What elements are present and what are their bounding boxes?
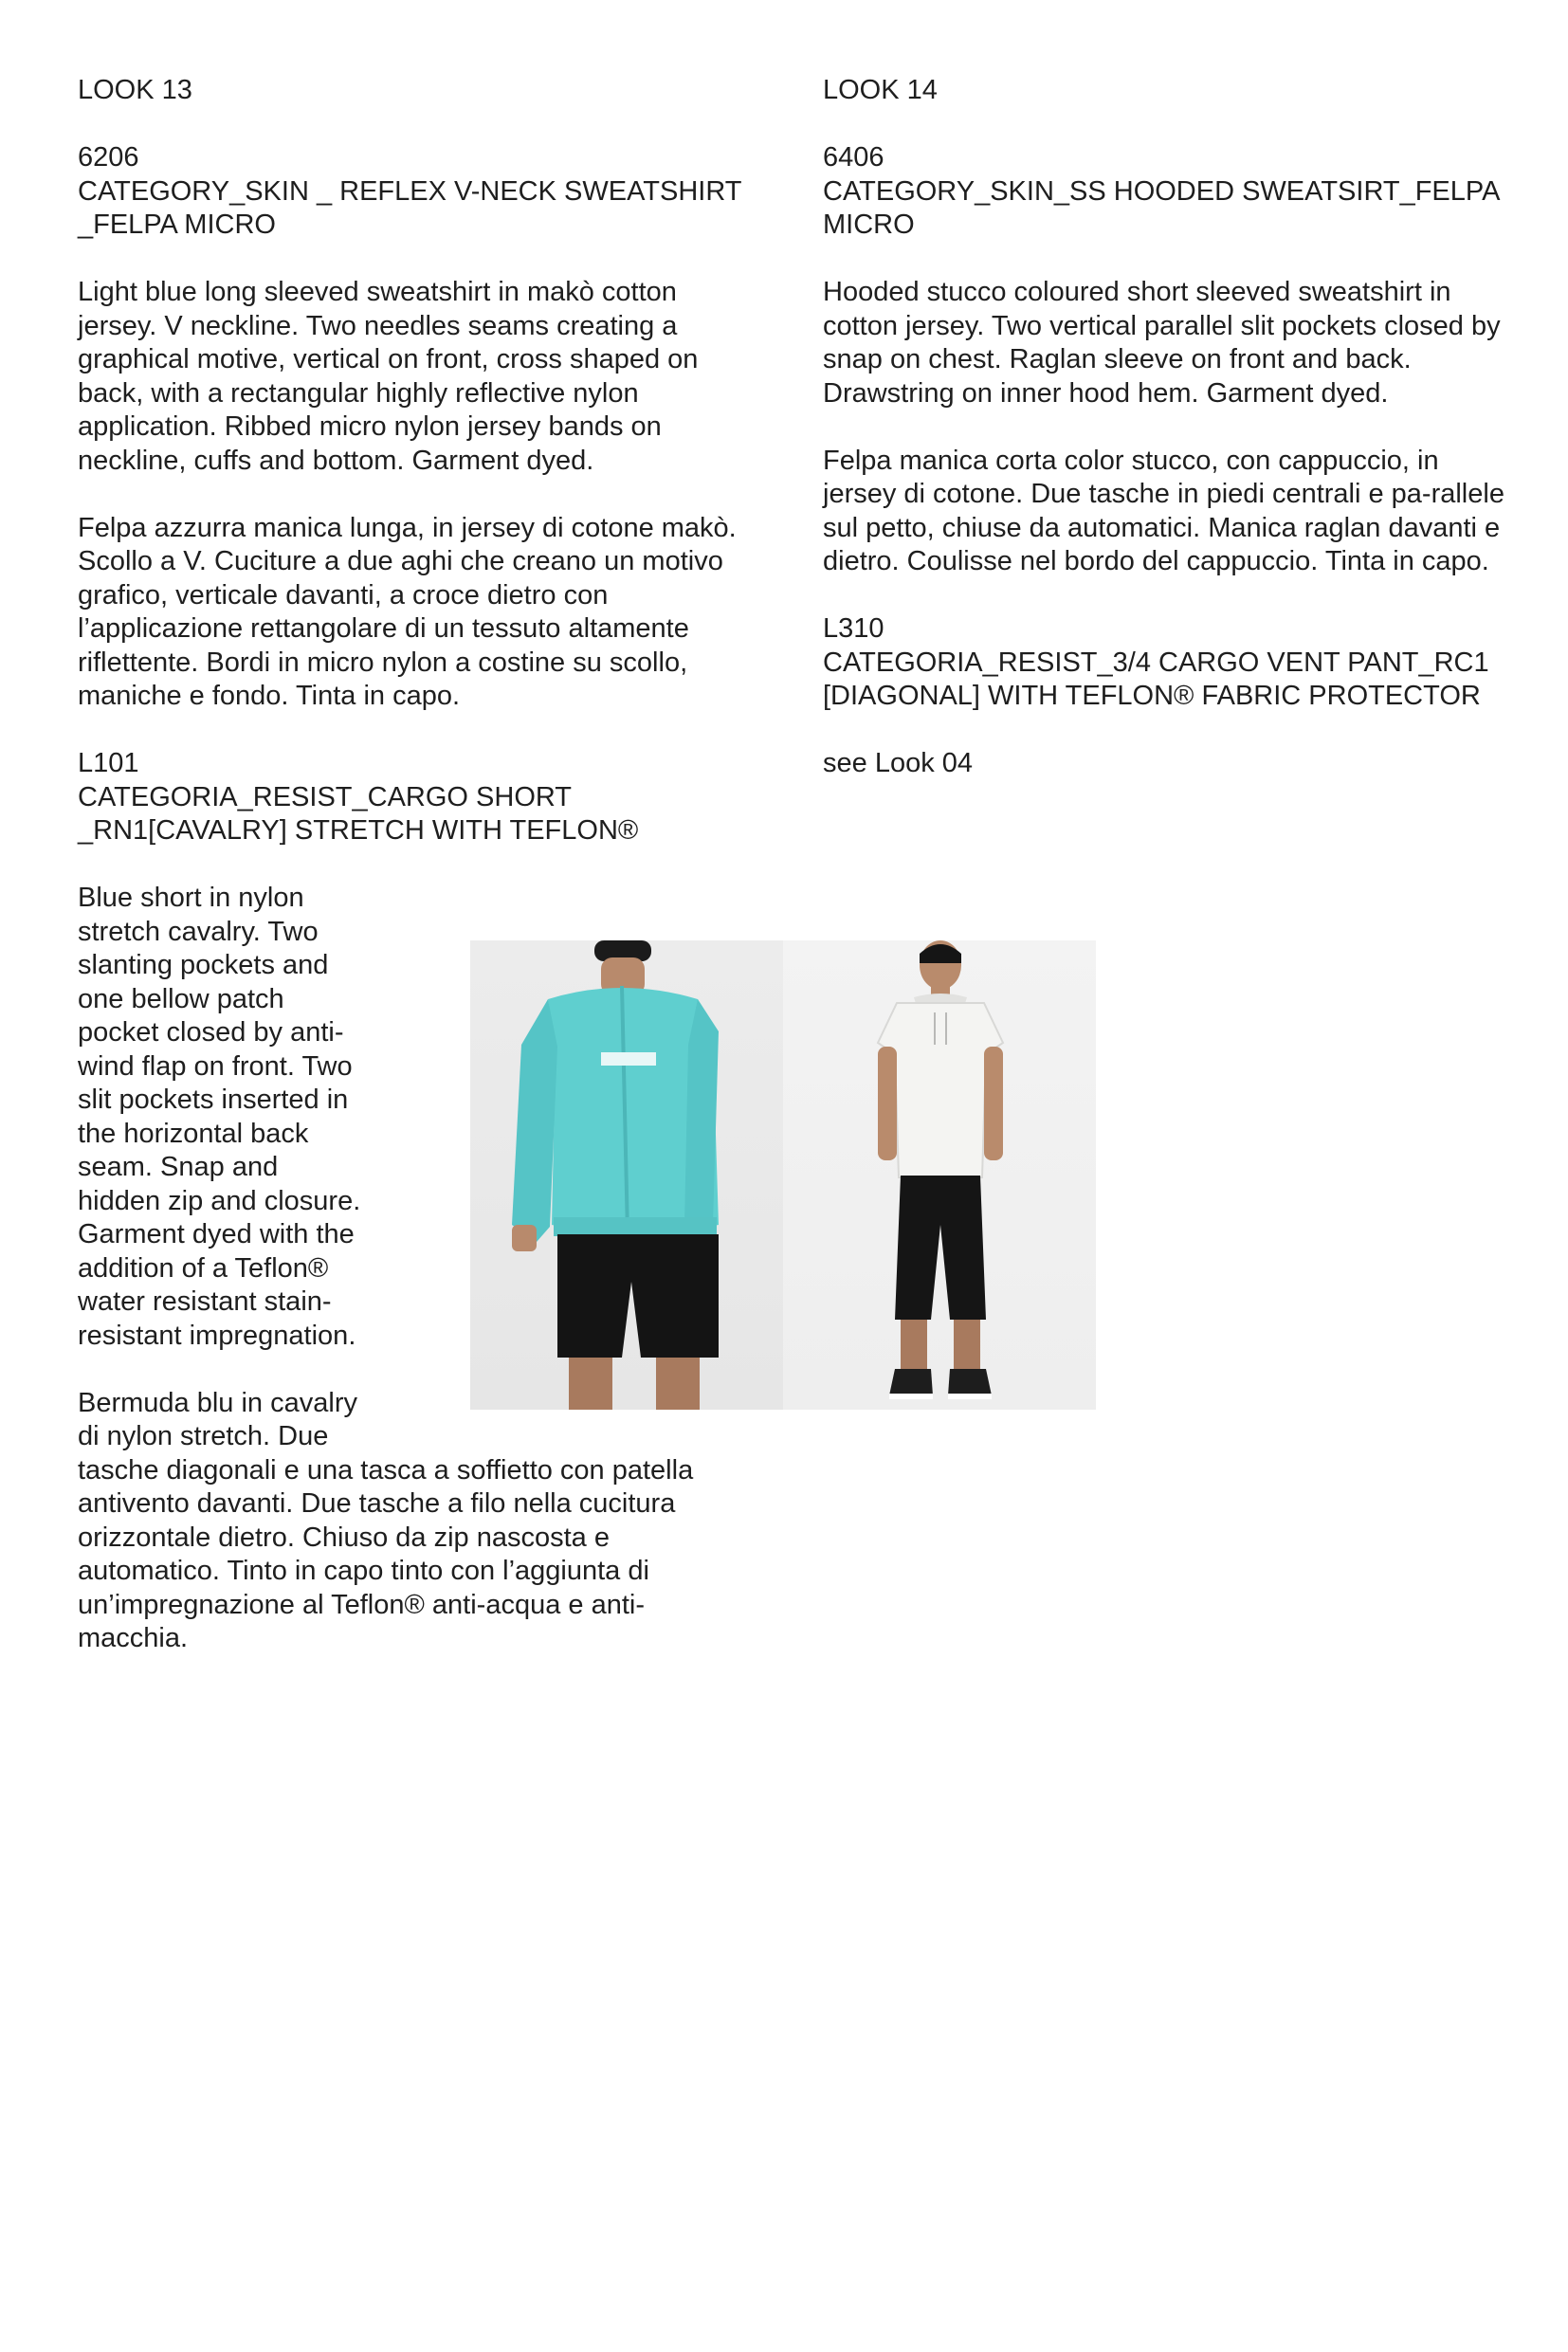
- left-shoe: [889, 1369, 933, 1395]
- look-14-item-1-name: CATEGORY_SKIN_SS HOODED SWEATSIRT_FELPA MICRO: [823, 175, 1499, 240]
- cargo-pants: [895, 1176, 986, 1320]
- look-14-item-1-code: 6406: [823, 142, 884, 173]
- look-14-column: [823, 74, 1515, 781]
- left-sleeve: [512, 999, 557, 1242]
- right-shoe: [948, 1369, 992, 1395]
- look-13-item-2-code: L101: [78, 748, 139, 778]
- look-14-title: LOOK 14: [823, 75, 938, 105]
- right-arm: [984, 1047, 1003, 1160]
- look-13-model-illustration: [470, 940, 783, 1410]
- reflective-patch: [601, 1052, 656, 1066]
- look-13-photo: [470, 940, 783, 1410]
- left-arm: [878, 1047, 897, 1160]
- look-13-item-1-description-it: Felpa azzurra manica lunga, in jersey di cotone makò. Scollo a V. Cuciture a due aghi che creano un motivo grafico, verticale davanti, a croce dietro con l’applicazione rettangolare di un tessuto altamente riflettente. Bordi in micro nylon a costine su scollo, maniche e fondo. Tinta in capo.: [78, 512, 737, 711]
- look-14-photo: [783, 940, 1096, 1410]
- left-hand: [512, 1225, 537, 1251]
- look-14-item-2-code: L310: [823, 613, 884, 644]
- look-13-item-1-code: 6206: [78, 142, 139, 173]
- look-14-item-2-note: see Look 04: [823, 748, 974, 778]
- look-14-item-1-description-it: Felpa manica corta color stucco, con cappuccio, in jersey di cotone. Due tasche in piedi centrali e pa-rallele sul petto, chiuse da automatici. Manica raglan davanti e dietro. Coulisse nel bordo del cappuccio. Tinta in capo.: [823, 445, 1504, 576]
- look-13-item-2-name: CATEGORIA_RESIST_CARGO SHORT _RN1[CAVALRY] STRETCH WITH TEFLON®: [78, 781, 639, 846]
- left-shin: [901, 1320, 927, 1373]
- shorts: [557, 1234, 719, 1358]
- look-13-title: LOOK 13: [78, 75, 192, 105]
- look-13-item-1-description-en: Light blue long sleeved sweatshirt in makò cotton jersey. V neckline. Two needles seams creating a graphical motive, vertical on front, cross shaped on back, with a rectangular highly reflective nylon application. Ribbed micro nylon jersey bands on neckline, cuffs and bottom. Garment dyed.: [78, 277, 699, 476]
- look-14-model-illustration: [783, 940, 1096, 1410]
- look-photos: [470, 940, 1096, 1410]
- look-13-column: [78, 74, 760, 1689]
- right-leg: [656, 1358, 700, 1410]
- left-leg: [569, 1358, 612, 1410]
- ribbed-hem: [554, 1217, 717, 1236]
- right-shin: [954, 1320, 980, 1373]
- look-13-item-1-name: CATEGORY_SKIN _ REFLEX V-NECK SWEATSHIRT _FELPA MICRO: [78, 175, 741, 240]
- look-13-item-2-description-en: Blue short in nylon stretch cavalry. Two slanting pockets and one bellow patch pocket closed by anti-wind flap on front. Two slit pockets inserted in the horizontal back seam. Snap and hidden zip and closure. Garment dyed with the addition of a Teflon® water resistant stain-resistant impregnation.: [78, 883, 361, 1351]
- look-13-item-2-description-it: Bermuda blu in cavalry di nylon stretch. Due tasche diagonali e una tasca a soffietto con patella antivento davanti. Due tasche a filo nella cucitura orizzontale dietro. Chiuso da zip nascosta e automatico. Tinto in capo tinto con l’aggiunta di un’impregnazione al Teflon® anti-acqua e anti-macchia.: [78, 1387, 694, 1653]
- look-14-item-2-name: CATEGORIA_RESIST_3/4 CARGO VENT PANT_RC1 [DIAGONAL] WITH TEFLON® FABRIC PROTECTOR: [823, 647, 1489, 711]
- look-14-item-1-description-en: Hooded stucco coloured short sleeved sweatshirt in cotton jersey. Two vertical parallel slit pockets closed by snap on chest. Raglan sleeve on front and back. Drawstring on inner hood hem. Garment dyed.: [823, 277, 1501, 409]
- hair: [920, 944, 961, 963]
